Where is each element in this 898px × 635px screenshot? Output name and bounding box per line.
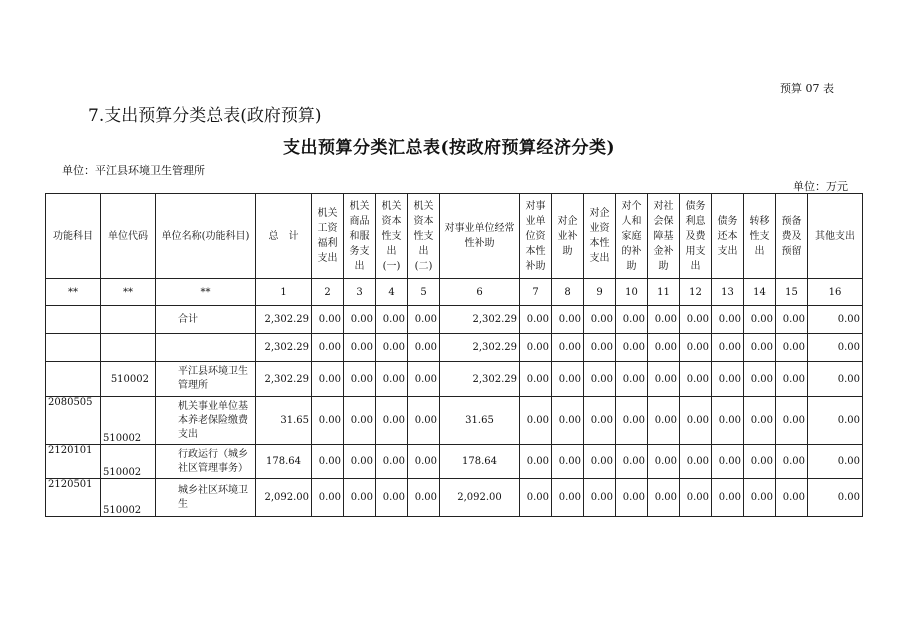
value-cell: 2,302.29: [440, 306, 520, 334]
index-cell: 8: [552, 279, 584, 306]
value-cell: 0.00: [616, 362, 648, 397]
value-cell: 0.00: [376, 334, 408, 362]
value-cell: 0.00: [344, 479, 376, 517]
index-cell: **: [156, 279, 256, 306]
value-cell: 0.00: [776, 334, 808, 362]
form-number: 预算 07 表: [780, 82, 834, 95]
function-code-cell: [46, 306, 101, 334]
table-row-item: [46, 445, 863, 479]
col-header-enterprise-subsidy: 对企业补助: [552, 194, 584, 279]
col-header-total: 总 计: [256, 194, 312, 279]
value-cell: 0.00: [776, 306, 808, 334]
value-cell: 0.00: [584, 334, 616, 362]
value-cell: 0.00: [376, 362, 408, 397]
index-cell: 15: [776, 279, 808, 306]
col-header-other: 其他支出: [808, 194, 863, 279]
index-cell: 2: [312, 279, 344, 306]
value-cell: 0.00: [712, 479, 744, 517]
function-code-cell: [46, 334, 101, 362]
unit-name-cell: 行政运行（城乡社区管理事务）: [156, 445, 256, 479]
value-cell: 2,302.29: [440, 334, 520, 362]
index-cell: 5: [408, 279, 440, 306]
value-cell: 0.00: [376, 479, 408, 517]
value-cell: 0.00: [584, 362, 616, 397]
col-header-institution-capital: 对事业单位资本性补助: [520, 194, 552, 279]
value-cell: 0.00: [808, 306, 863, 334]
value-cell: 0.00: [648, 306, 680, 334]
value-cell: 0.00: [616, 334, 648, 362]
value-cell: 0.00: [776, 362, 808, 397]
value-cell: 0.00: [616, 479, 648, 517]
value-cell: 0.00: [408, 445, 440, 479]
budget-table: [45, 193, 863, 517]
col-header-function: 功能科目: [46, 194, 101, 279]
value-cell: 0.00: [648, 445, 680, 479]
value-cell: 0.00: [680, 445, 712, 479]
value-cell: 31.65: [440, 397, 520, 445]
table-row-item: [46, 479, 863, 517]
col-header-social-security: 对社会保障基金补助: [648, 194, 680, 279]
index-cell: 1: [256, 279, 312, 306]
index-cell: 3: [344, 279, 376, 306]
value-cell: 0.00: [408, 479, 440, 517]
value-cell: 0.00: [520, 306, 552, 334]
value-cell: 0.00: [744, 445, 776, 479]
value-cell: 0.00: [584, 479, 616, 517]
col-header-transfer: 转移性支出: [744, 194, 776, 279]
col-header-debt-interest: 债务利息及费用支出: [680, 194, 712, 279]
value-cell: 0.00: [776, 445, 808, 479]
function-code-cell: 2080505: [46, 397, 101, 445]
value-cell: 0.00: [680, 306, 712, 334]
value-cell: 0.00: [584, 306, 616, 334]
value-cell: 0.00: [776, 479, 808, 517]
value-cell: 0.00: [648, 334, 680, 362]
col-header-debt-principal: 债务还本支出: [712, 194, 744, 279]
unit-code-cell: 510002: [101, 362, 156, 397]
index-cell: 10: [616, 279, 648, 306]
table-row-total: [46, 306, 863, 334]
value-cell: 0.00: [520, 334, 552, 362]
index-cell: 12: [680, 279, 712, 306]
value-cell: 0.00: [808, 479, 863, 517]
value-cell: 0.00: [344, 397, 376, 445]
col-header-reserve: 预备费及预留: [776, 194, 808, 279]
value-cell: 0.00: [616, 445, 648, 479]
value-cell: 0.00: [408, 334, 440, 362]
value-cell: 0.00: [408, 362, 440, 397]
value-cell: 0.00: [680, 397, 712, 445]
value-cell: 0.00: [408, 306, 440, 334]
col-header-unit-code: 单位代码: [101, 194, 156, 279]
value-cell: 0.00: [808, 397, 863, 445]
col-header-institution-subsidy: 对事业单位经常性补助: [440, 194, 520, 279]
index-cell: **: [101, 279, 156, 306]
index-cell: 7: [520, 279, 552, 306]
col-header-goods-services: 机关商品和服务支出: [344, 194, 376, 279]
value-cell: 2,092.00: [256, 479, 312, 517]
value-cell: 0.00: [776, 397, 808, 445]
col-header-unit-name: 单位名称(功能科目): [156, 194, 256, 279]
index-cell: **: [46, 279, 101, 306]
value-cell: 0.00: [312, 397, 344, 445]
value-cell: 0.00: [312, 334, 344, 362]
value-cell: 0.00: [680, 362, 712, 397]
unit-name-cell: 平江县环境卫生管理所: [156, 362, 256, 397]
value-cell: 0.00: [744, 334, 776, 362]
index-cell: 14: [744, 279, 776, 306]
value-cell: 0.00: [552, 362, 584, 397]
value-cell: 0.00: [376, 445, 408, 479]
currency-unit: 单位：万元: [793, 180, 848, 193]
value-cell: 0.00: [344, 445, 376, 479]
value-cell: 0.00: [808, 362, 863, 397]
value-cell: 0.00: [312, 362, 344, 397]
value-cell: 0.00: [520, 479, 552, 517]
unit-code-cell: 510002: [101, 479, 156, 517]
value-cell: 0.00: [744, 479, 776, 517]
function-code-cell: 2120501: [46, 479, 101, 517]
value-cell: 0.00: [408, 397, 440, 445]
value-cell: 0.00: [648, 479, 680, 517]
value-cell: 178.64: [440, 445, 520, 479]
value-cell: 0.00: [552, 445, 584, 479]
value-cell: 0.00: [376, 306, 408, 334]
unit-code-cell: 510002: [101, 445, 156, 479]
value-cell: 2,302.29: [256, 362, 312, 397]
value-cell: 0.00: [648, 397, 680, 445]
value-cell: 0.00: [616, 397, 648, 445]
index-cell: 6: [440, 279, 520, 306]
value-cell: 2,302.29: [440, 362, 520, 397]
value-cell: 0.00: [344, 362, 376, 397]
value-cell: 0.00: [312, 306, 344, 334]
value-cell: 0.00: [744, 397, 776, 445]
value-cell: 0.00: [648, 362, 680, 397]
value-cell: 178.64: [256, 445, 312, 479]
col-header-enterprise-capital: 对企业资本性支出: [584, 194, 616, 279]
unit-name-cell: 合计: [156, 306, 256, 334]
value-cell: 0.00: [376, 397, 408, 445]
value-cell: 0.00: [584, 397, 616, 445]
value-cell: 0.00: [744, 306, 776, 334]
value-cell: 2,092.00: [440, 479, 520, 517]
value-cell: 0.00: [552, 334, 584, 362]
value-cell: 31.65: [256, 397, 312, 445]
value-cell: 0.00: [584, 445, 616, 479]
value-cell: 0.00: [552, 479, 584, 517]
index-cell: 16: [808, 279, 863, 306]
value-cell: 0.00: [616, 306, 648, 334]
col-header-household-subsidy: 对个人和家庭的补助: [616, 194, 648, 279]
function-code-cell: 2120101: [46, 445, 101, 479]
value-cell: 0.00: [712, 362, 744, 397]
value-cell: 0.00: [520, 445, 552, 479]
index-cell: 13: [712, 279, 744, 306]
value-cell: 0.00: [744, 362, 776, 397]
table-row-item: [46, 397, 863, 445]
index-cell: 9: [584, 279, 616, 306]
index-cell: 4: [376, 279, 408, 306]
index-row: [46, 279, 863, 306]
value-cell: 0.00: [520, 397, 552, 445]
value-cell: 0.00: [552, 306, 584, 334]
unit-code-cell: [101, 334, 156, 362]
col-header-capital-2: 机关资本性支出(二): [408, 194, 440, 279]
value-cell: 0.00: [808, 334, 863, 362]
table-row-unit: [46, 362, 863, 397]
value-cell: 0.00: [312, 445, 344, 479]
function-code-cell: [46, 362, 101, 397]
unit-code-cell: 510002: [101, 397, 156, 445]
col-header-capital-1: 机关资本性支出(一): [376, 194, 408, 279]
col-header-salary: 机关工资福利支出: [312, 194, 344, 279]
value-cell: 0.00: [344, 334, 376, 362]
value-cell: 0.00: [312, 479, 344, 517]
unit-code-cell: [101, 306, 156, 334]
value-cell: 0.00: [712, 445, 744, 479]
value-cell: 0.00: [680, 479, 712, 517]
main-title: 支出预算分类汇总表(按政府预算经济分类): [282, 138, 616, 158]
table-row-subtotal: [46, 334, 863, 362]
value-cell: 0.00: [680, 334, 712, 362]
value-cell: 0.00: [520, 362, 552, 397]
unit-name-cell: 城乡社区环境卫生: [156, 479, 256, 517]
value-cell: 0.00: [344, 306, 376, 334]
value-cell: 0.00: [808, 445, 863, 479]
value-cell: 0.00: [712, 334, 744, 362]
value-cell: 0.00: [712, 397, 744, 445]
unit-name-cell: 机关事业单位基本养老保险缴费支出: [156, 397, 256, 445]
index-cell: 11: [648, 279, 680, 306]
value-cell: 2,302.29: [256, 334, 312, 362]
section-title: 7.支出预算分类总表(政府预算): [88, 106, 322, 126]
unit-name: 单位：平江县环境卫生管理所: [62, 164, 205, 177]
value-cell: 0.00: [552, 397, 584, 445]
header-row: [46, 194, 863, 279]
value-cell: 0.00: [712, 306, 744, 334]
value-cell: 2,302.29: [256, 306, 312, 334]
unit-name-cell: [156, 334, 256, 362]
